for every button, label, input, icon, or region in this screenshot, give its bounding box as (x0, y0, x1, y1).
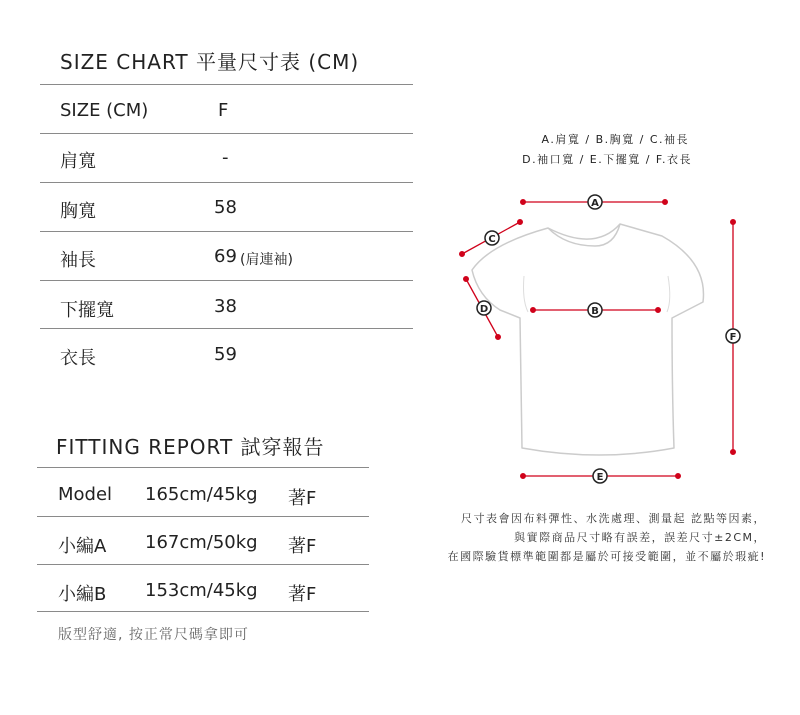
divider (40, 84, 413, 85)
size-row-label: 衣長 (60, 348, 96, 369)
marker-d (477, 301, 491, 315)
measurement-legend-line2: D.袖口寬 / E.下擺寬 / F.衣長 (522, 153, 692, 166)
divider (37, 611, 369, 612)
marker-a (588, 195, 602, 209)
divider (40, 133, 413, 134)
size-row-label: 下擺寬 (60, 300, 114, 321)
divider (37, 516, 369, 517)
size-row-value: 58 (214, 197, 237, 218)
svg-text:B: B (591, 306, 599, 317)
fitting-model: 小編B (58, 584, 107, 605)
marker-c (485, 231, 499, 245)
divider (40, 182, 413, 183)
disclaimer (448, 509, 766, 566)
fitting-model: Model (58, 484, 113, 505)
fitting-stats: 153cm/45kg (145, 580, 258, 601)
svg-text:E: E (596, 472, 604, 483)
size-row-label: 肩寬 (60, 151, 96, 172)
svg-text:F: F (729, 332, 737, 343)
svg-text:A: A (591, 198, 599, 209)
size-row-label: 胸寬 (60, 201, 96, 222)
size-row-value: - (222, 147, 229, 168)
fitting-model: 小編A (58, 536, 107, 557)
size-row-label: 袖長 (60, 250, 96, 271)
fitting-stats: 167cm/50kg (145, 532, 258, 553)
fitting-stats: 165cm/45kg (145, 484, 258, 505)
divider (40, 280, 413, 281)
size-row-note: (肩連袖) (240, 252, 293, 268)
marker-f (726, 329, 740, 343)
size-row-value: 38 (214, 296, 237, 317)
svg-text:C: C (488, 234, 496, 245)
fitting-wear: 著F (288, 488, 317, 509)
disclaimer-line: 在國際驗貨標準範圍都是屬於可接受範圍，並不屬於瑕疵! (447, 550, 766, 563)
fitting-wear: 著F (288, 536, 317, 557)
fitting-wear: 著F (288, 584, 317, 605)
svg-text:D: D (479, 304, 489, 315)
size-header-label: SIZE (CM) (60, 100, 149, 121)
fitting-report-title: FITTING REPORT 試穿報告 (56, 435, 325, 459)
disclaimer-line: 與實際商品尺寸略有誤差，誤差尺寸±2CM， (514, 531, 766, 544)
divider (40, 328, 413, 329)
marker-e (593, 469, 607, 483)
size-chart-title: SIZE CHART 平量尺寸表 (CM) (60, 50, 360, 74)
divider (37, 564, 369, 565)
divider (37, 467, 369, 468)
size-header-value: F (218, 100, 229, 121)
marker-b (588, 303, 602, 317)
tshirt-diagram (440, 180, 760, 490)
disclaimer-line: 尺寸表會因布料彈性、水洗處理、測量起 訖點等因素， (461, 512, 766, 525)
divider (40, 231, 413, 232)
measurement-legend-line1: A.肩寬 / B.胸寬 / C.袖長 (541, 133, 689, 146)
tshirt-outline (472, 224, 703, 455)
fitting-note: 版型舒適, 按正常尺碼拿即可 (58, 627, 249, 643)
size-row-value: 69 (214, 246, 237, 267)
size-row-value: 59 (214, 344, 237, 365)
